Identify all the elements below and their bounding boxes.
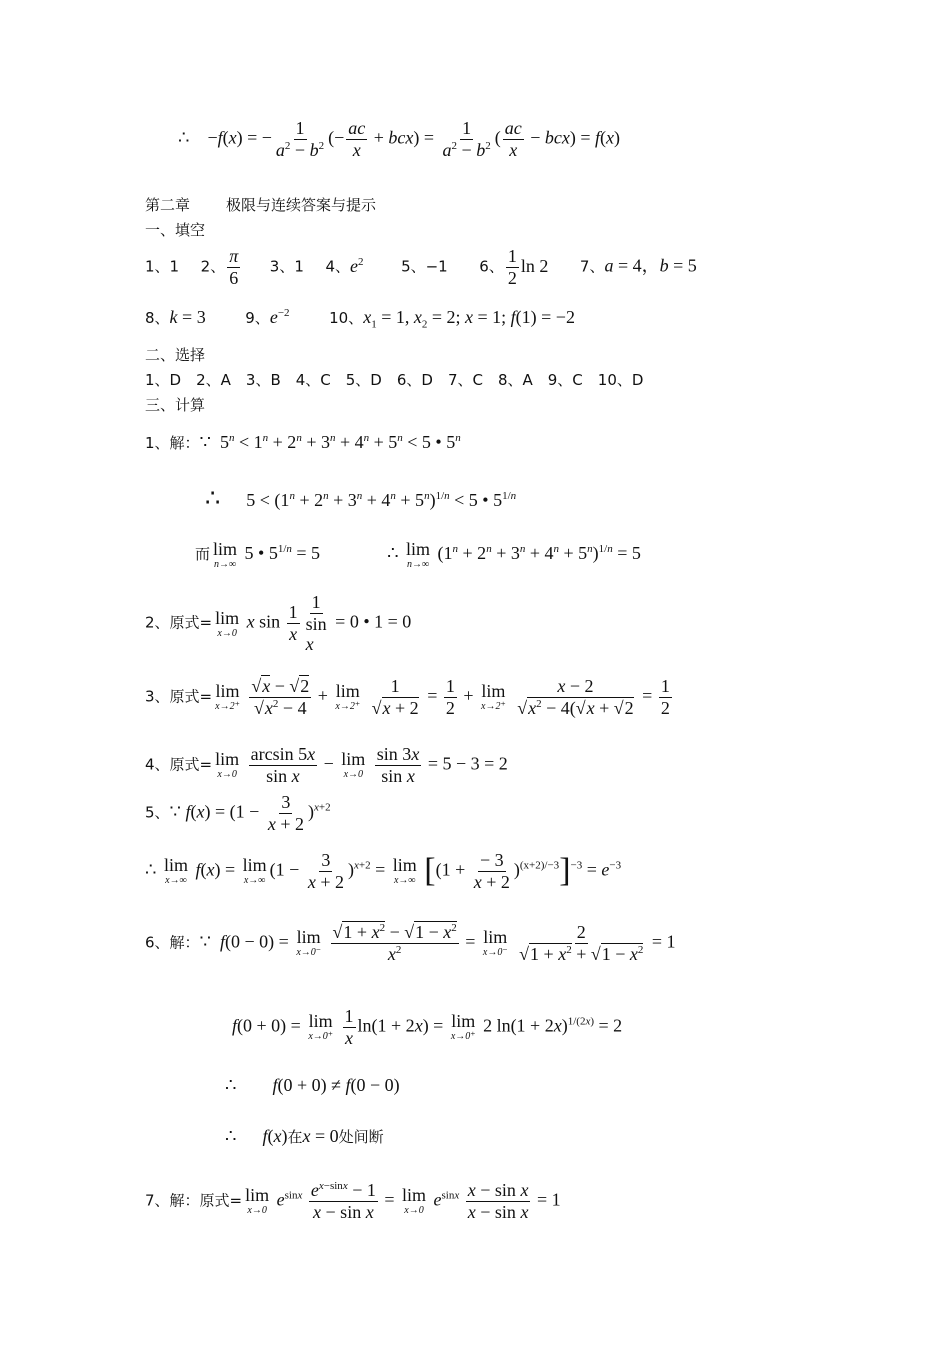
fill-answer-7-value: a = 4，b = 5 [604,255,697,276]
fill-answer-8-label: 8、 [145,309,170,327]
q2-label: 2、原式= [145,613,213,632]
fill-answer-2-label: 2、 [200,257,226,276]
q6-line4: ∴ f(x)在x = 0处间断 [225,1126,384,1146]
q1-line3: 而 lim n→∞ 5 • $5^{1/n} = 5$ ∴ lim n→∞ $(1^n + 2^n + 3^n + 4^n + 5^n)^{1/n} = 5$ [195,539,641,570]
q3-label: 3、原式= [145,687,213,706]
q6-label: 6、解： [145,933,200,952]
q6-line3: ∴ f(0 + 0) ≠ f(0 − 0) [225,1075,400,1095]
section-calc-heading: 三、计算 [145,396,206,414]
fill-answer-7-label: 7、 [579,257,605,276]
q1-line1: 1、解：∵ $5^n < 1^n + 2^n + 3^n + 4^n + 5^n < 5$ • 5$^n$ [145,432,461,452]
q7-line: 7、解：原式= lim x→0 $e^{sinx}$ $\frac{e^{x-sinx} - 1}{\text{x − sin x}}$ = lim x→0 $e^{sinx}$ $\frac{\text{x − sin x}}{\text{x − sin x}}$ = 1 [145,1180,561,1222]
fill-answer-10-value: $x_1 = 1$, $x_2 = 2$; x = 1; f(1) = −2 [363,307,575,331]
top-formula: ∴ −f(x) = − $\frac{1}{a^2 - b^2}$ (− $\frac{ac}{x}$ + bcx) = $\frac{1}{a^2 - b^2}$ ( $\frac{ac}{x}$ − bcx) = f(x) [178,118,620,160]
q1-label: 1、解： [145,434,200,452]
fill-answer-5: 5、−1 [401,257,448,276]
choice-answers: 1、D 2、A 3、B 4、C 5、D 6、D 7、C 8、A 9、C 10、D [145,371,644,389]
fill-answer-1: 1、1 [145,257,180,276]
q5-line1: 5、∵ f(x) = (1 − $\frac{3}{x + 2}$ )$^{x+2}$ [145,792,331,834]
q7-label: 7、解：原式= [145,1191,243,1210]
q1-er: 而 [195,545,211,564]
q6-line1: 6、解：∵ f(0 − 0) = lim x→0⁻ $\frac{√1 + x^2 - √1 - x^2}{x^2}$ = lim x→0⁻ $\frac{2}{√1 + x^2 + √1 - x^2}$ = 1 [145,922,676,964]
fill-answer-2-value: $\frac{\pi}{6}$ [229,246,239,288]
fill-answer-3: 3、1 [269,257,304,276]
fill-answer-6-label: 6、 [479,257,504,276]
fill-answer-8-value: k = 3 [169,307,206,327]
fill-answers-row2 [145,307,575,331]
fill-answer-4-value: $e^2$ [350,255,364,276]
fill-answer-4-label: 4、 [325,257,350,276]
fill-answer-10-label: 10、 [329,309,364,327]
q5-line2: ∴ lim x→∞ f(x) = lim x→∞ (1 − $\frac{3}{x + 2}$ )$^{x+2}$ = lim x→∞ [(1 + $\frac{- 3}{x + 2}$ )$^{(x+2)/-3}]^{-3} = e^{-3}$ [145,850,622,892]
q2-line: 2、原式= lim x→0 x sin $\frac{1}{x}$ 1 sin x = 0 • 1 = 0 [145,592,412,655]
q1-line2: ∴ $5 < (1^n + 2^n + 3^n + 4^n + 5^n)^{1/n} < 5$ • $5^{1/n}$ [205,486,517,512]
fill-answer-9-label: 9、 [245,309,270,327]
q6-conclusion: 处间断 [338,1128,384,1146]
q4-label: 4、原式= [145,755,213,774]
q4-line: 4、原式= lim x→0 $\frac{\arcsin 5x}{\text{sin x}}$ − lim x→0 $\frac{\sin 3x}{\text{sin x}}$ = 5 − 3 = 2 [145,744,508,786]
fill-answer-9-value: $e^{-2}$ [269,307,290,327]
chapter-prefix: 第二章 [145,196,191,214]
q6-conclusion-pre: 在 [287,1128,303,1146]
chapter-heading [145,194,376,215]
q6-line2: f(0 + 0) = lim x→0⁺ $\frac{1}{x}$ ln(1 + 2x) = lim x→0⁺ 2 $\ln(1 + 2x)^{1/(2x)} = 2$ [232,1006,623,1048]
q3-line: 3、原式= lim x→2⁺ $\frac{√x - √2}{√x^2 - 4}$ + lim x→2⁺ $\frac{1}{√x + 2}$ = $\frac{1}{2}$ + lim x→2⁺ $\frac{x - 2}{√x^2 - 4(√x + √2}$ = $\frac{1}{2}$ [145,676,670,718]
fill-answer-6-value: $\frac{1}{2}$ ln 2 [507,246,549,289]
fill-answers-row1 [145,246,697,289]
chapter-title: 极限与连续答案与提示 [226,196,377,214]
section-fill-heading: 一、填空 [145,221,206,239]
section-choice-heading: 二、选择 [145,346,206,364]
q5-label: 5、 [145,803,170,822]
